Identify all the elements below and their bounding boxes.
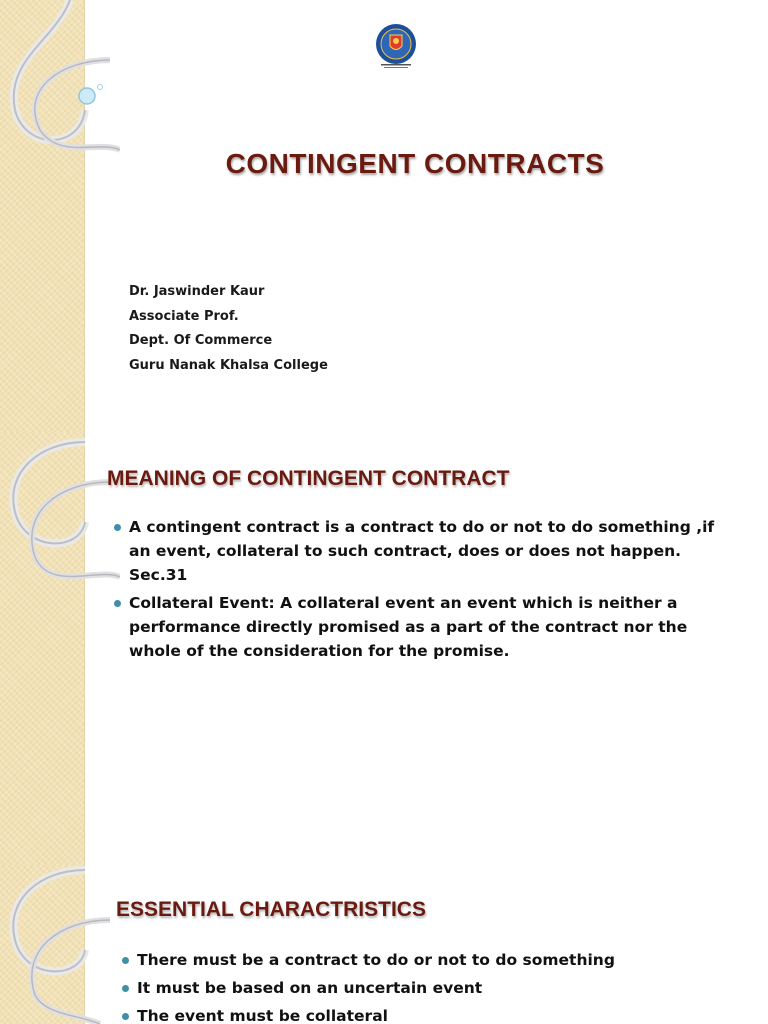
slide-2-meaning	[0, 432, 768, 865]
author-designation: Associate Prof.	[129, 308, 239, 324]
author-college: Guru Nanak Khalsa College	[129, 357, 328, 373]
author-name: Dr. Jaswinder Kaur	[129, 284, 265, 299]
swirl-decoration-icon	[0, 432, 120, 865]
list-item	[122, 948, 742, 972]
author-info	[129, 280, 328, 378]
bullet-dot-icon	[114, 524, 121, 531]
slide-heading: ESSENTIAL CHARACTRISTICS	[116, 898, 426, 921]
bullet-list	[122, 948, 742, 1024]
list-item	[114, 515, 734, 587]
author-department: Dept. Of Commerce	[129, 333, 273, 348]
list-item	[122, 976, 742, 1000]
list-item	[122, 1004, 742, 1024]
slide-heading: MEANING OF CONTINGENT CONTRACT	[107, 467, 510, 490]
bullet-list	[114, 515, 734, 667]
decorative-margin	[0, 865, 85, 1024]
bullet-text: There must be a contract to do or not to do something	[137, 951, 615, 969]
list-item	[114, 591, 734, 663]
bullet-text: It must be based on an uncertain event	[137, 979, 483, 997]
bullet-text: Collateral Event: A collateral event an event which is neither a performance directly promised as a part of the contract nor the whole of the consideration for the promise.	[129, 594, 688, 660]
decorative-margin	[0, 432, 85, 865]
bullet-dot-icon	[122, 1013, 129, 1020]
bullet-dot-icon	[114, 600, 121, 607]
swirl-decoration-icon	[0, 0, 120, 432]
bullet-text: The event must be collateral	[137, 1007, 388, 1024]
decorative-margin	[0, 0, 85, 432]
bullet-text: A contingent contract is a contract to do or not to do something ,if an event, collateral to such contract, does or does not happen. Sec.31	[129, 518, 715, 584]
slide-1-title	[0, 0, 768, 432]
bullet-dot-icon	[122, 985, 129, 992]
swirl-decoration-icon	[0, 865, 120, 1024]
bullet-dot-icon	[122, 957, 129, 964]
slide-3-characteristics	[0, 865, 768, 1024]
presentation-title: CONTINGENT CONTRACTS	[225, 148, 605, 179]
college-crest-logo	[371, 22, 421, 72]
